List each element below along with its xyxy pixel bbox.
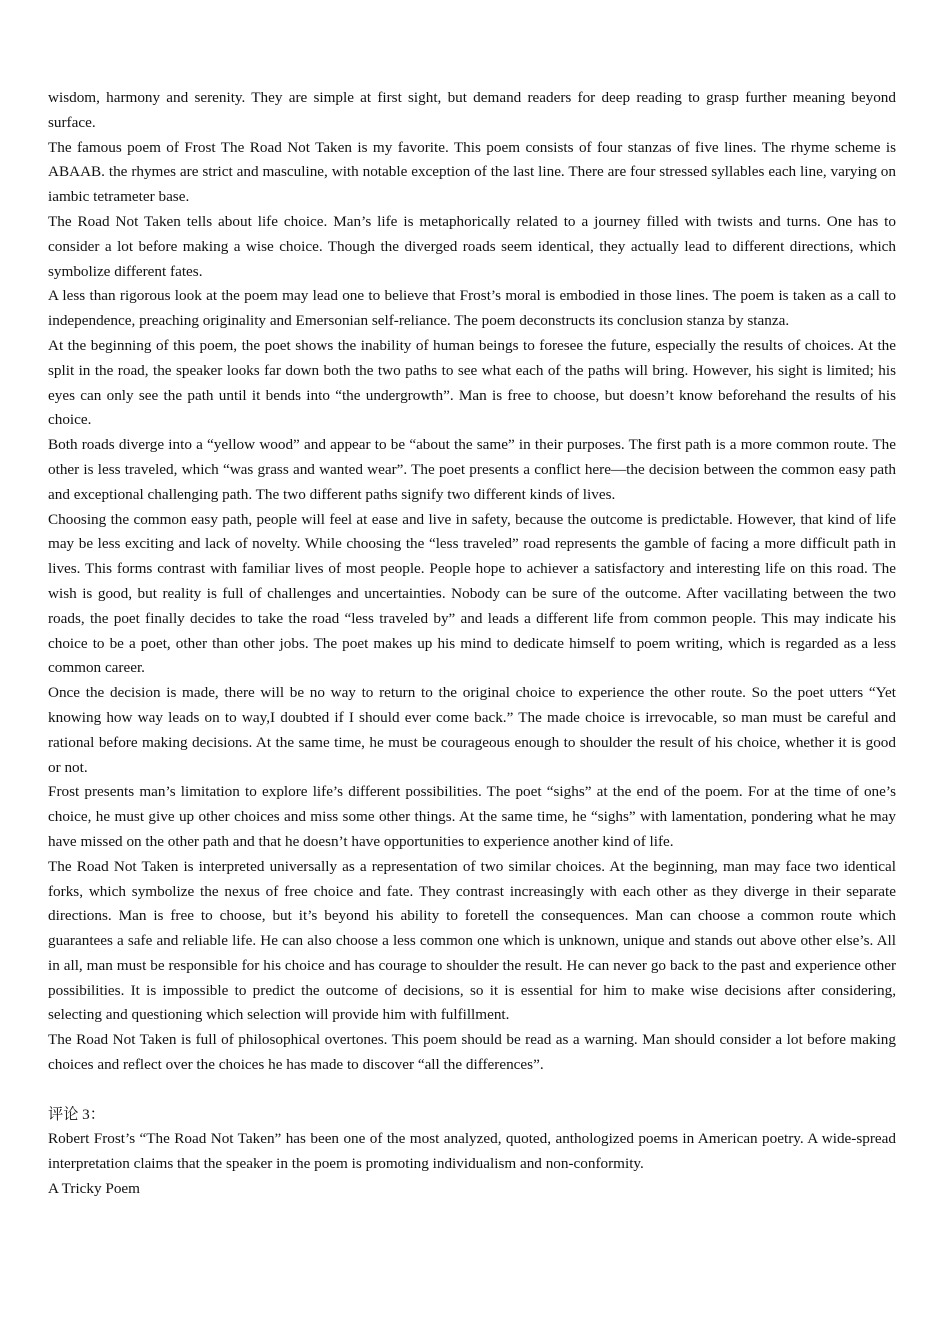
paragraph-7: Choosing the common easy path, people will feel at ease and live in safety, because the outcome is predictable. However, that kind of life may be less exciting and lack of novelty. While choosing the “less traveled” road represents the gamble of facing a more difficult path in lives. This forms contrast with familiar lives of most people. People hope to achiever a satisfactory and interesting life on this road. The wish is good, but reality is full of challenges and uncertainties. Nobody can be sure of the outcome. After vacillating between the two roads, the poet finally decides to take the road “less traveled by” and leads a different life from common people. This may indicate his choice to be a poet, other than other jobs. The poet makes up his mind to dedicate himself to poem writing, which is regarded as a less common career. — [48, 510, 896, 677]
section-paragraph-1: Robert Frost’s “The Road Not Taken” has been one of the most analyzed, quoted, anthologized poems in American poetry. A wide-spread interpretation claims that the speaker in the poem is promoting individualism and non-conformity. — [48, 1130, 896, 1173]
paragraph-4: A less than rigorous look at the poem may lead one to believe that Frost’s moral is embodied in those lines. The poem is taken as a call to independence, preaching originality and Emersonian self-reliance. The poem deconstructs its conclusion stanza by stanza. — [48, 287, 896, 330]
paragraph-1: wisdom, harmony and serenity. They are simple at first sight, but demand readers for deep reading to grasp further meaning beyond surface. — [48, 89, 896, 131]
blank-line — [48, 1078, 896, 1103]
document-page — [48, 86, 896, 1202]
paragraph-5: At the beginning of this poem, the poet shows the inability of human beings to foresee the future, especially the results of choices. At the split in the road, the speaker looks far down both the two paths to see what each of the paths will bring. However, his sight is limited; his eyes can only see the path until it bends into “the undergrowth”. Man is free to choose, but doesn’t know beforehand the results of his choice. — [48, 336, 896, 429]
paragraph-2: The famous poem of Frost The Road Not Taken is my favorite. This poem consists of four stanzas of five lines. The rhyme scheme is ABAAB. the rhymes are strict and masculine, with notable exception of the last line. There are four stressed syllables each line, varying on iambic tetrameter base. — [48, 138, 896, 206]
paragraph-6: Both roads diverge into a “yellow wood” and appear to be “about the same” in their purposes. The first path is a more common route. The other is less traveled, which “was grass and wanted wear”. The poet presents a conflict here—the decision between the common easy path and exceptional challenging path. The two different paths signify two different kinds of lives. — [48, 436, 896, 503]
section-subtitle: A Tricky Poem — [48, 1180, 140, 1198]
paragraph-9: Frost presents man’s limitation to explore life’s different possibilities. The poet “sighs” at the end of the poem. For at the time of one’s choice, he must give up other choices and miss some other things. At the same time, he “sighs” with lamentation, pondering what he may have missed on the other path and that he doesn’t have opportunities to experience another kind of life. — [48, 783, 896, 850]
paragraph-11: The Road Not Taken is full of philosophical overtones. This poem should be read as a warning. Man should consider a lot before making choices and reflect over the choices he has made to discover “all the differences”. — [48, 1031, 896, 1074]
paragraph-3: The Road Not Taken tells about life choice. Man’s life is metaphorically related to a journey filled with twists and turns. One has to consider a lot before making a wise choice. Though the diverged roads seem identical, they actually lead to different directions, which symbolize different fates. — [48, 212, 896, 280]
paragraph-10: The Road Not Taken is interpreted universally as a representation of two similar choices. At the beginning, man may face two identical forks, which symbolize the nexus of free choice and fate. They contrast increasingly with each other as they diverge in their separate directions. Man is free to choose, but it’s beyond his ability to foretell the consequences. Man can choose a common route which guarantees a safe and reliable life. He can also choose a less common one which is unknown, unique and stands out above other else’s. All in all, man must be responsible for his choice and has courage to shoulder the result. He can never go back to the past and experience other possibilities. It is impossible to predict the outcome of decisions, so it is essential for him to make wise decisions after considering, selecting and questioning which selection will provide him with fulfillment. — [48, 857, 896, 1024]
paragraph-8: Once the decision is made, there will be no way to return to the original choice to experience the other route. So the poet utters “Yet knowing how way leads on to way,I doubted if I should ever come back.” The made choice is irrevocable, so man must be careful and rational before making decisions. At the same time, he must be courageous enough to shoulder the result of his choice, whether it is good or not. — [48, 684, 896, 776]
section-heading: 评论 3： — [48, 1105, 105, 1123]
